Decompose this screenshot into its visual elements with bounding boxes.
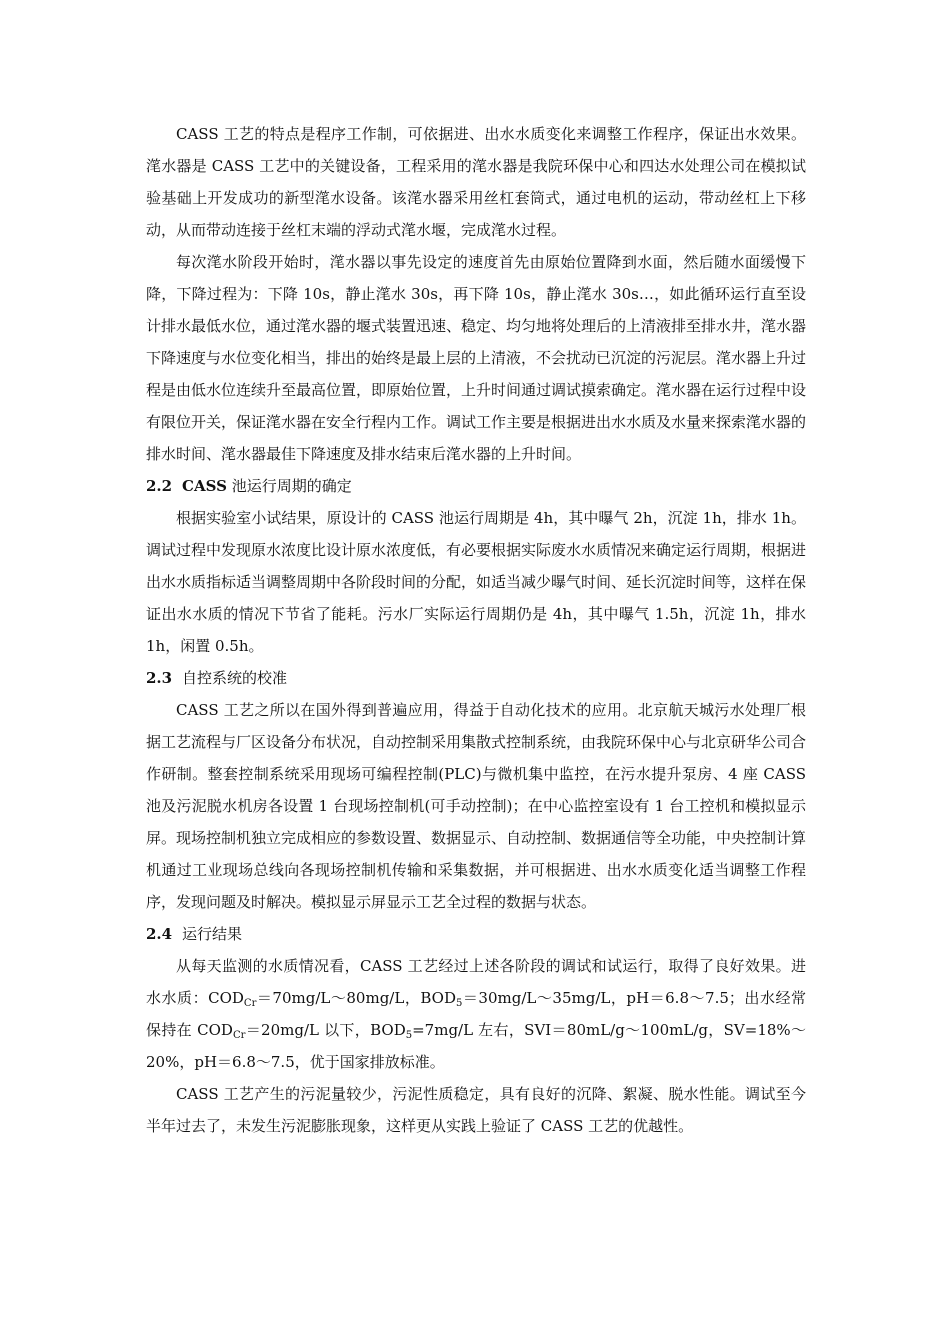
paragraph-cycle: 根据实验室小试结果，原设计的 CASS 池运行周期是 4h，其中曝气 2h，沉淀 1h，排水 1h。调试过程中发现原水浓度比设计原水浓度低，有必要根据实际废水水质情况来确定运行周期，根据进出水水质指标适当调整周期中各阶段时间的分配，如适当减少曝气时间、延长沉淀时间等，这样在保证出水水质的情况下节省了能耗。污水厂实际运行周期仍是 4h，其中曝气 1.5h，沉淀 1h，排水 1h，闲置 0.5h。	[146, 509, 807, 655]
section-heading-2-2	[146, 470, 806, 502]
paragraph-results	[146, 950, 806, 1078]
text-run: ＝30mg/L～35mg/L，pH＝6.8～7.5；出水经常保持在 COD	[146, 989, 806, 1039]
text-run: 从每天监测的水质情况看，CASS 工艺经过上述各阶段的调试和试运行，取得了良好效果。进水水质：COD	[146, 957, 806, 1007]
section-number: 2.3	[146, 669, 173, 687]
section-title: 自控系统的校准	[182, 669, 288, 687]
text-run: ＝20mg/L 以下，BOD	[245, 1021, 406, 1039]
paragraph-sludge: CASS 工艺产生的污泥量较少，污泥性质稳定，具有良好的沉降、絮凝、脱水性能。调试至今半年过去了，未发生污泥膨胀现象，这样更从实践上验证了 CASS 工艺的优越性。	[146, 1085, 806, 1135]
section-heading-2-4	[146, 918, 806, 950]
subscript: Cr	[232, 1030, 246, 1041]
subscript: Cr	[243, 998, 257, 1009]
section-title-lead: CASS	[182, 477, 227, 495]
text-run: ＝70mg/L～80mg/L，BOD	[256, 989, 456, 1007]
section-number: 2.4	[146, 925, 173, 943]
paragraph-decanter-intro: CASS 工艺的特点是程序工作制，可依据进、出水水质变化来调整工作程序，保证出水效果。滗水器是 CASS 工艺中的关键设备，工程采用的滗水器是我院环保中心和四达水处理公司在模拟试验基础上开发成功的新型滗水设备。该滗水器采用丝杠套筒式，通过电机的运动，带动丝杠上下移动，从而带动连接于丝杠末端的浮动式滗水堰，完成滗水过程。	[146, 125, 806, 239]
section-number: 2.2	[146, 477, 173, 495]
document-body	[146, 118, 806, 1142]
subscript: 5	[405, 1030, 413, 1041]
subscript: 5	[456, 998, 463, 1009]
section-heading-2-3	[146, 662, 806, 694]
section-title: 运行结果	[182, 925, 243, 943]
paragraph-decanter-process: 每次滗水阶段开始时，滗水器以事先设定的速度首先由原始位置降到水面，然后随水面缓慢下降，下降过程为：下降 10s，静止滗水 30s，再下降 10s，静止滗水 30s…，如此循环运行直至设计排水最低水位，通过滗水器的堰式装置迅速、稳定、均匀地将处理后的上清液排至排水井，滗水器下降速度与水位变化相当，排出的始终是最上层的上清液，不会扰动已沉淀的污泥层。滗水器上升过程是由低水位连续升至最高位置，即原始位置，上升时间通过调试摸索确定。滗水器在运行过程中设有限位开关，保证滗水器在安全行程内工作。调试工作主要是根据进出水水质及水量来探索滗水器的排水时间、滗水器最佳下降速度及排水结束后滗水器的上升时间。	[146, 253, 807, 463]
text-run: =7mg/L 左右，SVI＝80mL/g～100mL/g，SV=18%～20%，pH＝6.8～7.5，优于国家排放标准。	[146, 1021, 807, 1071]
paragraph-control-system: CASS 工艺之所以在国外得到普遍应用，得益于自动化技术的应用。北京航天城污水处理厂根据工艺流程与厂区设备分布状况，自动控制采用集散式控制系统，由我院环保中心与北京研华公司合作研制。整套控制系统采用现场可编程控制(PLC)与微机集中监控，在污水提升泵房、4 座 CASS 池及污泥脱水机房各设置 1 台现场控制机(可手动控制)；在中心监控室设有 1 台工控机和模拟显示屏。现场控制机独立完成相应的参数设置、数据显示、自动控制、数据通信等全功能，中央控制计算机通过工业现场总线向各现场控制机传输和采集数据，并可根据进、出水水质变化适当调整工作程序，发现问题及时解决。模拟显示屏显示工艺全过程的数据与状态。	[146, 701, 807, 911]
section-title: 池运行周期的确定	[226, 477, 352, 495]
